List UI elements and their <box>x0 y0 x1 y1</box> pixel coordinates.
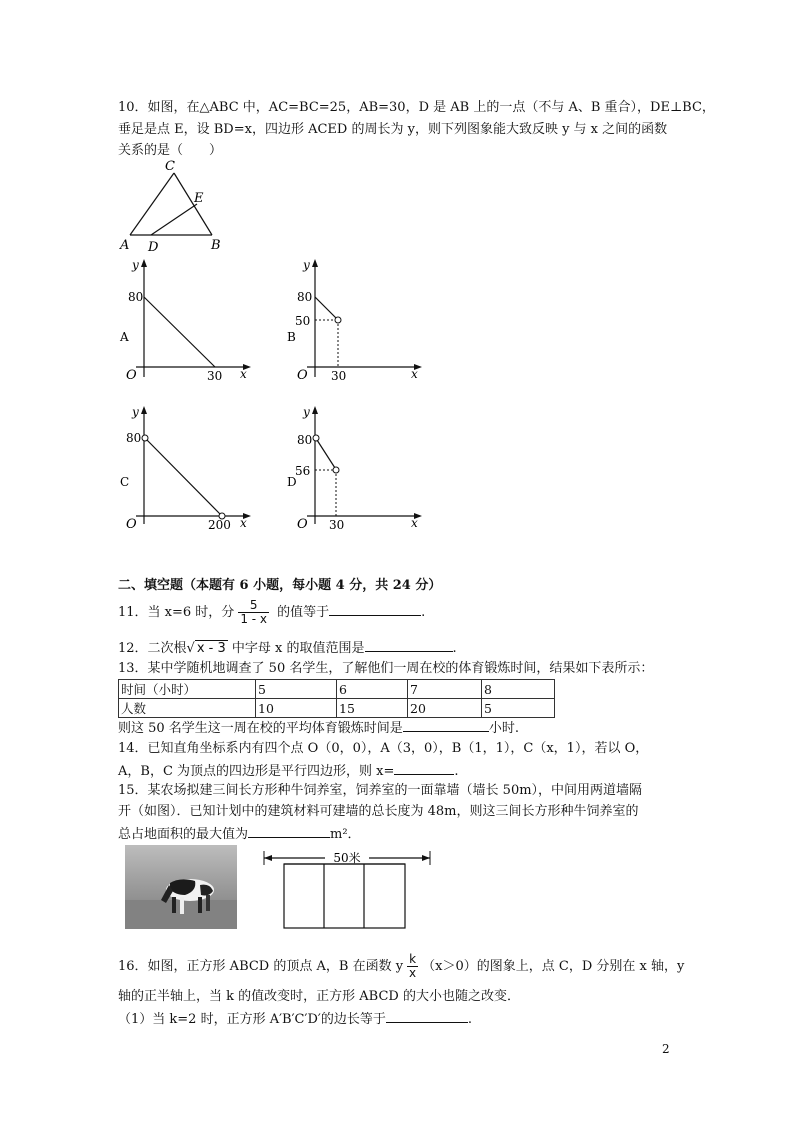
table-cell: 5 <box>256 680 337 699</box>
answer-blank[interactable] <box>403 717 489 732</box>
table-cell: 10 <box>256 699 337 718</box>
x-tick-30: 30 <box>331 369 347 383</box>
table-cell: 人数 <box>119 699 256 718</box>
label-B: B <box>211 238 221 253</box>
cow-photo <box>125 845 237 929</box>
fraction-numerator: 5 <box>249 598 258 612</box>
triangle-abc-figure <box>115 158 235 254</box>
q11-text-pre: 11．当 x=6 时，分 <box>118 605 235 620</box>
origin-label: O <box>297 517 308 532</box>
q16-line3 <box>118 1008 472 1030</box>
option-b-label: B <box>287 330 296 344</box>
q16-end: . <box>467 1012 472 1027</box>
q11 <box>118 598 425 628</box>
radicand: x - 3 <box>196 641 226 656</box>
q13-after-pre: 则这 50 名学生这一周在校的平均体育锻炼时间是 <box>118 721 403 736</box>
answer-blank[interactable] <box>329 601 421 616</box>
graph-option-b <box>283 255 428 395</box>
table-row <box>119 680 555 699</box>
table-row <box>119 699 555 718</box>
origin-label: O <box>126 368 137 383</box>
y-tick-80: 80 <box>126 431 142 445</box>
origin-label: O <box>126 517 137 532</box>
y-tick-80: 80 <box>297 290 313 304</box>
q14-line1: 14．已知直角坐标系内有四个点 O（0，0），A（3，0），B（1，1），C（x，1），若以 O， <box>118 741 649 756</box>
origin-label: O <box>297 368 308 383</box>
q16-fraction <box>407 953 418 980</box>
q11-fraction <box>238 599 269 626</box>
x-axis-label: x <box>411 367 418 381</box>
q12-end: . <box>452 641 457 656</box>
q15-line3 <box>118 823 361 845</box>
y-tick-50: 50 <box>295 314 311 328</box>
y-axis-label: y <box>303 405 310 419</box>
label-A: A <box>120 238 130 253</box>
q10-line1: 10．如图，在△ABC 中，AC=BC=25，AB=30，D 是 AB 上的一点（不与 A、B 重合），DE⊥BC， <box>118 100 715 115</box>
fraction-denominator: x <box>409 966 417 980</box>
q11-text-post: 的值等于 <box>277 605 330 620</box>
fraction-numerator: k <box>409 952 417 966</box>
x-tick-30: 30 <box>207 369 223 383</box>
q16-line1-pre: 16．如图，正方形 ABCD 的顶点 A，B 在函数 y <box>118 959 404 974</box>
q14-line2 <box>118 760 459 782</box>
q12-radical: √ x - 3 <box>186 641 226 656</box>
q10-line3: 关系的是（ ） <box>118 143 223 158</box>
label-E: E <box>194 191 204 206</box>
room-layout-diagram <box>262 845 437 933</box>
q16-line1-post: （x＞0）的图象上，点 C，D 分别在 x 轴，y <box>422 959 685 974</box>
y-tick-56: 56 <box>295 464 311 478</box>
option-d-label: D <box>287 475 297 489</box>
q14-line2-pre: A，B，C 为顶点的四边形是平行四边形，则 x= <box>118 764 395 779</box>
fraction-denominator: 1 - x <box>240 612 268 626</box>
y-axis-label: y <box>303 258 310 272</box>
q14-end: . <box>454 764 459 779</box>
q16-line2: 轴的正半轴上，当 k 的值改变时，正方形 ABCD 的大小也随之改变． <box>118 989 520 1004</box>
q10-line2: 垂足是点 E，设 BD=x，四边形 ACED 的周长为 y，则下列图象能大致反映 y 与 x 之间的函数 <box>118 122 668 137</box>
table-cell: 6 <box>337 680 408 699</box>
x-tick-30: 30 <box>329 518 345 532</box>
q13-table <box>118 679 555 718</box>
graph-option-d <box>283 400 428 535</box>
q12-text-pre: 12．二次根 <box>118 641 187 656</box>
y-axis-label: y <box>132 405 139 419</box>
table-cell: 8 <box>482 680 555 699</box>
q15-line1: 15．某农场拟建三间长方形种牛饲养室，饲养室的一面靠墙（墙长 50m），中间用两道墙隔 <box>118 783 643 798</box>
answer-blank[interactable] <box>248 823 330 838</box>
x-axis-label: x <box>411 516 418 530</box>
y-tick-80: 80 <box>297 433 313 447</box>
y-axis-label: y <box>132 258 139 272</box>
label-D: D <box>148 240 159 254</box>
q16-line3-pre: （1）当 k=2 时，正方形 A′B′C′D′的边长等于 <box>118 1012 386 1027</box>
q15-line2: 开（如图）．已知计划中的建筑材料可建墙的总长度为 48m，则这三间长方形种牛饲养室的 <box>118 804 639 819</box>
q16-line1 <box>118 952 684 982</box>
q11-end: . <box>421 605 426 620</box>
option-a-label: A <box>120 330 129 344</box>
q13-text: 13．某中学随机地调查了 50 名学生，了解他们一周在校的体育锻炼时间，结果如下表所示： <box>118 661 654 676</box>
q12-text-post: 中字母 x 的取值范围是 <box>231 641 365 656</box>
option-c-label: C <box>120 475 130 489</box>
wall-length-label: 50米 <box>333 851 361 865</box>
table-cell: 时间（小时） <box>119 680 256 699</box>
q12 <box>118 637 457 659</box>
graph-option-c <box>112 400 257 535</box>
graph-option-a <box>112 255 257 395</box>
table-cell: 20 <box>408 699 482 718</box>
section-heading: 二、填空题（本题有 6 小题，每小题 4 分，共 24 分） <box>118 578 442 593</box>
x-axis-label: x <box>240 516 247 530</box>
answer-blank[interactable] <box>365 637 453 652</box>
q13-after-post: 小时. <box>488 721 519 736</box>
label-C: C <box>165 159 175 174</box>
answer-blank[interactable] <box>394 760 454 775</box>
q15-line3-post: m²． <box>330 827 361 842</box>
x-axis-label: x <box>240 367 247 381</box>
table-cell: 5 <box>482 699 555 718</box>
y-tick-80: 80 <box>128 290 144 304</box>
q15-line3-pre: 总占地面积的最大值为 <box>118 827 249 842</box>
table-cell: 15 <box>337 699 408 718</box>
table-cell: 7 <box>408 680 482 699</box>
answer-blank[interactable] <box>386 1008 468 1023</box>
x-tick-200: 200 <box>208 518 231 532</box>
q13-after <box>118 717 519 739</box>
page-number: 2 <box>662 1042 670 1056</box>
